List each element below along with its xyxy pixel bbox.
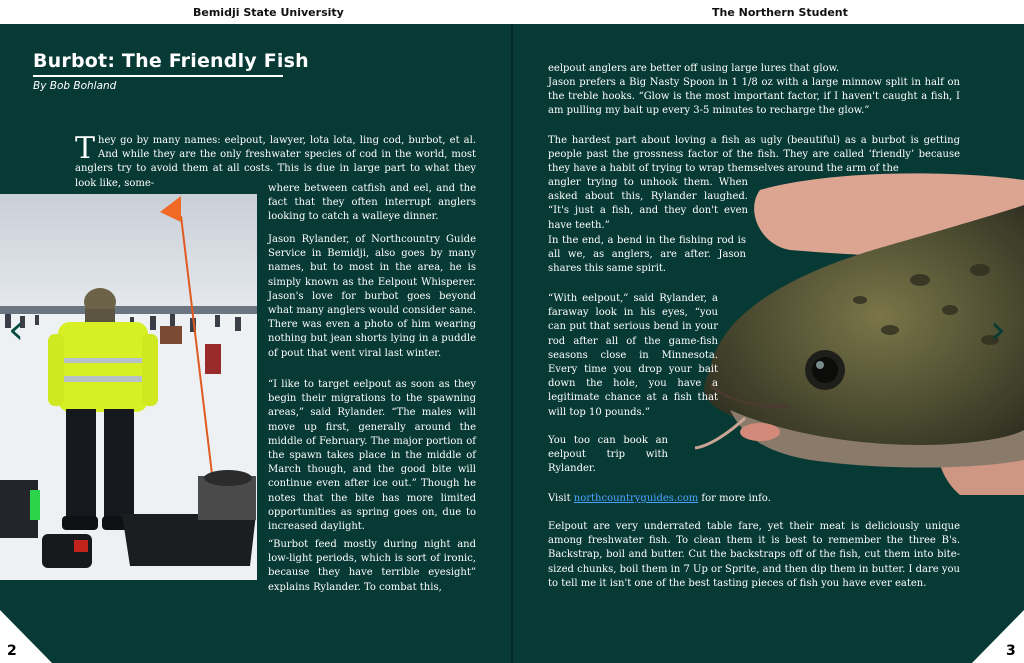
paragraph-r5: “With eelpout,” said Rylander, a faraway look in his eyes, “you can put that serious bend in your rod after all of the game-fish seasons close in Minnesota. Every time you drop your bait down the hole, you have a legitimate chance at a fish that will top 10 pounds.” — [548, 293, 718, 418]
title-underline — [33, 75, 283, 77]
article-title: Burbot: The Friendly Fish — [33, 50, 309, 72]
ice-fishing-photo — [0, 194, 257, 580]
page-number-right: 3 — [1006, 643, 1016, 659]
chevron-left-icon[interactable]: ‹ — [8, 307, 24, 353]
page-corner-right — [972, 610, 1024, 663]
website-link[interactable]: northcountryguides.com — [573, 493, 699, 504]
visit-line: Visit northcountryguides.com for more info. — [548, 493, 771, 504]
paragraph-r8: Eelpout are very underrated table fare, yet their meat is deliciously unique among freshwater fish. To clean them it is best to remember the three B's. Backstrap, boil and butter. Cut the backstraps off of the fish, cut them into bite-sized chunks, boil them in 7 Up or Sprite, and then dip them in butter. I dare you to tell me it isn't one of the best tasting pieces of fish you have ever eaten. — [548, 521, 960, 589]
paragraph-4: “Burbot feed mostly during night and low-light periods, which is sort of ironic, because they have terrible eyesight” explains Rylander. To combat this, — [268, 539, 476, 593]
paragraph-r4: In the end, a bend in the fishing rod is all we, as anglers, are after. Jason shares this same spirit. — [548, 235, 746, 275]
paragraph-r1: eelpout anglers are better off using large lures that glow. — [548, 63, 840, 74]
chevron-right-icon[interactable]: › — [990, 307, 1006, 353]
header-publication: The Northern Student — [712, 6, 848, 19]
paragraph-r6: You too can book an eelpout trip with Rylander. — [548, 435, 668, 475]
article-byline: By Bob Bohland — [33, 80, 117, 92]
header-university: Bemidji State University — [193, 6, 344, 19]
drop-cap: T — [75, 131, 96, 166]
paragraph-2: Jason Rylander, of Northcountry Guide Service in Bemidji, also goes by many names, but to most in the area, he is simply known as the Eelpout Whisperer. Jason's love for burbot goes beyond what many anglers would consider sane. There was even a photo of him wearing nothing but jean shorts lying in a puddle of pout that went viral last winter. — [268, 234, 476, 359]
page-number-left: 2 — [7, 643, 17, 659]
paragraph-r2: Jason prefers a Big Nasty Spoon in 1 1/8 oz with a large minnow split in half on the treble hooks. “Glow is the most important factor, if I haven't caught a fish, I am pulling my bait up every 3-5 minutes to recharge the glow.” — [548, 77, 960, 117]
paragraph-intro-cont: where between catfish and eel, and the fact that they often interrupt anglers looking to catch a walleye dinner. — [268, 183, 476, 223]
paragraph-3: “I like to target eelpout as soon as they begin their migrations to the spawning areas,” said Rylander. “The males will move up first, generally around the middle of February. The major portion of the spawn takes place in the middle of March though, and the good bite will continue even after ice out.” Though he notes that the bite has more limited opportunities as spring goes on, due to increased daylight. — [268, 379, 476, 533]
paragraph-r3-full: The hardest part about loving a fish as ugly (beautiful) as a burbot is getting people past the grossness factor of the fish. They are called ‘friendly’ because they have a habit of trying to wrap themselves around the arm of the — [548, 135, 960, 175]
paragraph-intro: They go by many names: eelpout, lawyer, lota lota, ling cod, burbot, et al. And while they are the only freshwater species of cod in the world, most anglers try to avoid them at all costs. This is due in large part to what they look like, some- — [75, 131, 476, 189]
paragraph-r3-narrow: angler trying to unhook them. When asked about this, Rylander laughed. “It's just a fish, and they don't even have teeth.” — [548, 177, 748, 231]
top-bar — [0, 0, 1024, 24]
